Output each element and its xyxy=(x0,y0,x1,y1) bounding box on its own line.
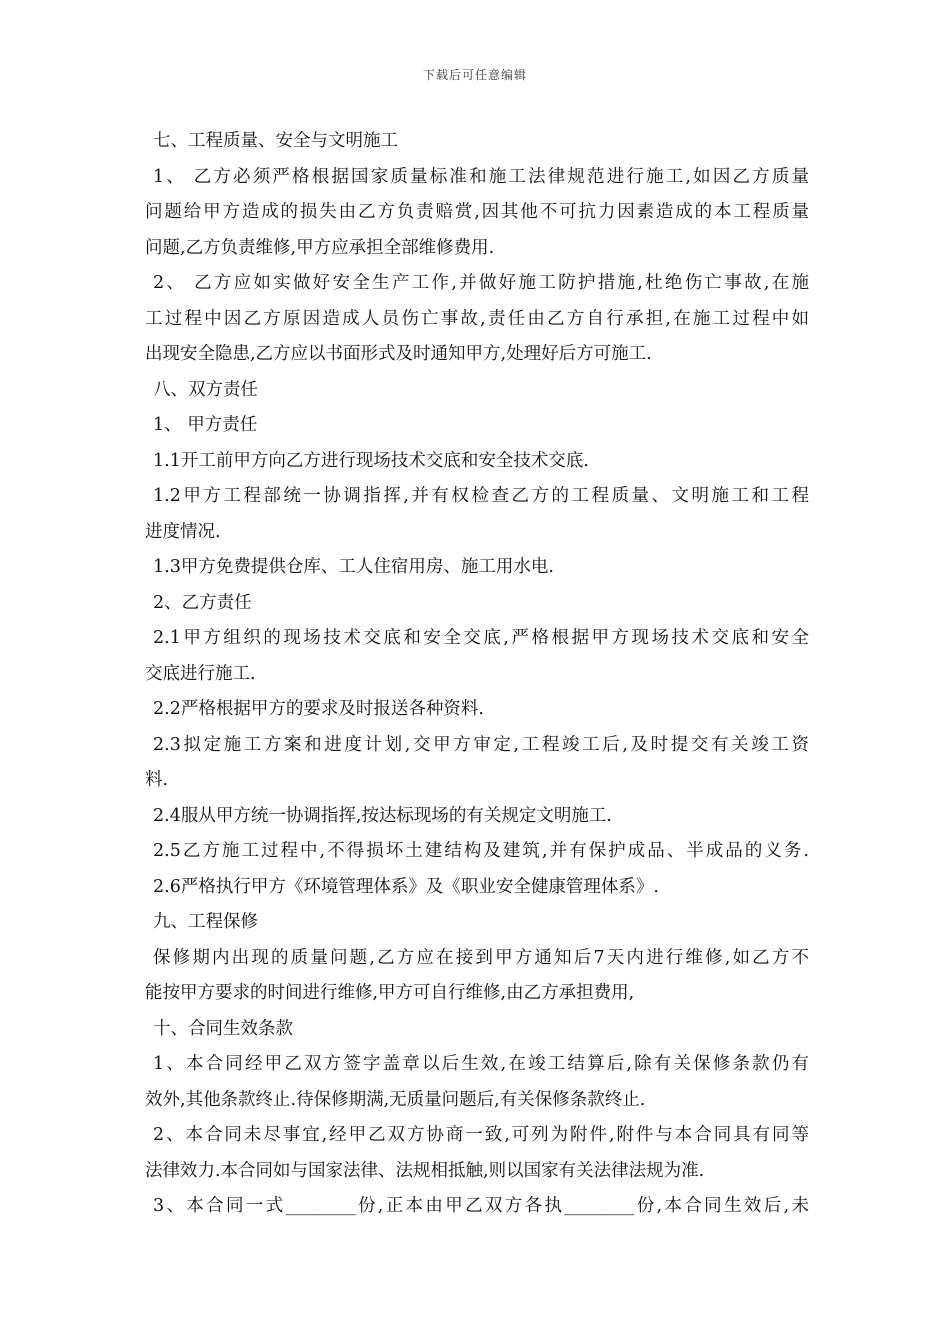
text-line: 工过程中因乙方原因造成人员伤亡事故,责任由乙方自行承担,在施工过程中如 xyxy=(145,308,809,329)
text-line: 3、本合同一式________份,正本由甲乙双方各执________份,本合同生效后,未 xyxy=(153,1196,809,1216)
text-line: 法律效力.本合同如与国家法律、法规相抵触,则以国家有关法律法规为准. xyxy=(145,1160,705,1181)
page-header: 下载后可任意编辑 xyxy=(422,68,527,82)
text-line: 1.3甲方免费提供仓库、工人住宿用房、施工用水电. xyxy=(153,557,554,577)
text-line: 能按甲方要求的时间进行维修,甲方可自行维修,由乙方承担费用, xyxy=(145,983,635,1003)
text-line: 1.2甲方工程部统一协调指挥,并有权检查乙方的工程质量、文明施工和工程 xyxy=(153,486,809,506)
text-line: 问题,乙方负责维修,甲方应承担全部维修费用. xyxy=(145,237,495,258)
text-line: 出现安全隐患,乙方应以书面形式及时通知甲方,处理好后方可施工. xyxy=(145,344,652,364)
text-line: 进度情况. xyxy=(145,521,221,542)
text-line: 2.5乙方施工过程中,不得损坏土建结构及建筑,并有保护成品、半成品的义务. xyxy=(153,841,809,861)
text-line: 九、工程保修 xyxy=(153,912,258,932)
text-line: 2.1甲方组织的现场技术交底和安全交底,严格根据甲方现场技术交底和安全 xyxy=(153,628,809,648)
text-line: 2.3拟定施工方案和进度计划,交甲方审定,工程竣工后,及时提交有关竣工资 xyxy=(153,734,809,755)
text-line: 2.4服从甲方统一协调指挥,按达标现场的有关规定文明施工. xyxy=(153,805,612,826)
text-line: 2.6严格执行甲方《环境管理体系》及《职业安全健康管理体系》. xyxy=(153,876,659,897)
text-line: 交底进行施工. xyxy=(145,663,256,684)
text-line: 七、工程质量、安全与文明施工 xyxy=(153,131,398,151)
text-line: 1.1开工前甲方向乙方进行现场技术交底和安全技术交底. xyxy=(153,450,589,471)
text-line: 1、 乙方必须严格根据国家质量标准和施工法律规范进行施工,如因乙方质量 xyxy=(153,166,809,187)
text-line: 八、双方责任 xyxy=(153,379,258,400)
text-line: 2.2严格根据甲方的要求及时报送各种资料. xyxy=(153,699,484,719)
text-line: 1、本合同经甲乙双方签字盖章以后生效,在竣工结算后,除有关保修条款仍有 xyxy=(153,1054,809,1074)
text-line: 问题给甲方造成的损失由乙方负责赔赏,因其他不可抗力因素造成的本工程质量 xyxy=(145,202,809,222)
text-line: 1、 甲方责任 xyxy=(153,415,258,435)
text-line: 十、合同生效条款 xyxy=(153,1018,293,1039)
text-line: 保修期内出现的质量问题,乙方应在接到甲方通知后7天内进行维修,如乙方不 xyxy=(153,947,809,968)
text-line: 料. xyxy=(145,770,169,790)
text-line: 效外,其他条款终止.待保修期满,无质量问题后,有关保修条款终止. xyxy=(145,1089,646,1110)
document-body xyxy=(145,124,809,1225)
text-line: 2、 乙方应如实做好安全生产工作,并做好施工防护措施,杜绝伤亡事故,在施 xyxy=(153,273,809,293)
text-line: 2、本合同未尽事宜,经甲乙双方协商一致,可列为附件,附件与本合同具有同等 xyxy=(153,1125,809,1145)
text-line: 2、乙方责任 xyxy=(153,592,252,613)
